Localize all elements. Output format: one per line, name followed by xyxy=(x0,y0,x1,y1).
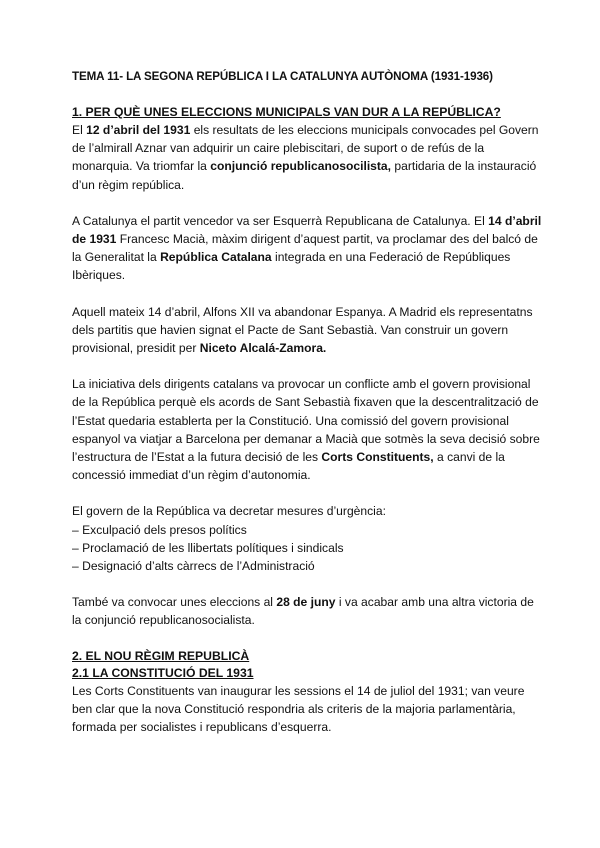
text-run: integrada en una Federació de Repúbliques Ibèriques. xyxy=(72,250,511,283)
document-title: TEMA 11- LA SEGONA REPÚBLICA I LA CATALUNYA AUTÒNOMA (1931-1936) xyxy=(72,70,493,83)
bold-date: 28 de juny xyxy=(276,595,336,610)
paragraph-urgent-measures: El govern de la República va decretar mesures d’urgència: xyxy=(72,504,386,519)
paragraph-constitution: Les Corts Constituents van inaugurar les sessions el 14 de juliol del 1931; van veure ben clar que la nova Constitució respondria als criteris de la majoria parlamentària, formada per socialistes i republicans d’esquerra. xyxy=(72,683,525,735)
bold-term: conjunció republicanosocilista, xyxy=(210,159,392,174)
section-2-heading: 2. EL NOU RÈGIM REPUBLICÀ xyxy=(72,648,250,663)
text-run: La iniciativa dels dirigents catalans va provocar un conflicte amb el govern provisional de la República perquè els acords de Sant Sebastià fixaven que la descentralització de l’Estat quedaria establerta per la Constitució. Una comissió del govern provisional espanyol va viatjar a Barcelona per demanar a Macià que sotmès la seva decisió sobre l’estructura de l’Estat a la futura decisió de les xyxy=(72,377,540,465)
paragraph-conflict xyxy=(72,375,542,484)
bold-term: Corts Constituents, xyxy=(321,450,434,465)
bold-date: 14 d’abril de 1931 xyxy=(72,213,542,247)
bold-date: 12 d’abril del 1931 xyxy=(86,123,191,137)
text-run: Aquell mateix 14 d’abril, Alfons XII va abandonar Espanya. A Madrid els representatns dels partitis que havien signat el Pacte de Sant Sebastià. Van construir un govern provisional, presidit per xyxy=(72,304,533,356)
section-1-heading: 1. PER QUÈ UNES ELECCIONS MUNICIPALS VAN DUR A LA REPÚBLICA? xyxy=(72,105,501,119)
text-run: partidaria de la instauració d’un règim república. xyxy=(72,159,537,192)
list-item-measure: – Designació d’alts càrrecs de l’Administració xyxy=(72,559,315,574)
bold-name: Niceto Alcalá-Zamora. xyxy=(199,341,327,356)
bold-term: República Catalana xyxy=(160,250,272,265)
paragraph-elections-1931 xyxy=(72,121,542,194)
list-item-measure: – Exculpació dels presos polítics xyxy=(72,522,247,537)
paragraph-catalan-republic xyxy=(72,212,542,285)
text-run: També va convocar unes eleccions al xyxy=(72,595,277,610)
text-run: els resultats de les eleccions municipals convocades pel Govern de l’almirall Aznar van adquirir un caire plebiscitari, de suport o de refús de la monarquia. Va triomfar la xyxy=(72,123,539,174)
section-2-1-heading: 2.1 LA CONSTITUCIÓ DEL 1931 xyxy=(72,665,254,680)
paragraph-provisional-government xyxy=(72,303,542,358)
text-run: Francesc Macià, màxim dirigent d’aquest partit, va proclamar des del balcó de la Generalitat la xyxy=(72,232,538,265)
paragraph-june-elections xyxy=(72,593,542,629)
document-body xyxy=(72,104,542,736)
text-run: El xyxy=(72,123,87,137)
text-run: a canvi de la concessió immediat d’un règim d’autonomia. xyxy=(72,450,505,483)
list-item-measure: – Proclamació de les llibertats polítiques i sindicals xyxy=(72,540,344,555)
text-run: i va acabar amb una altra victoria de la conjunció republicanosocialista. xyxy=(72,595,534,628)
text-run: A Catalunya el partit vencedor va ser Esquerrà Republicana de Catalunya. El xyxy=(72,213,489,228)
